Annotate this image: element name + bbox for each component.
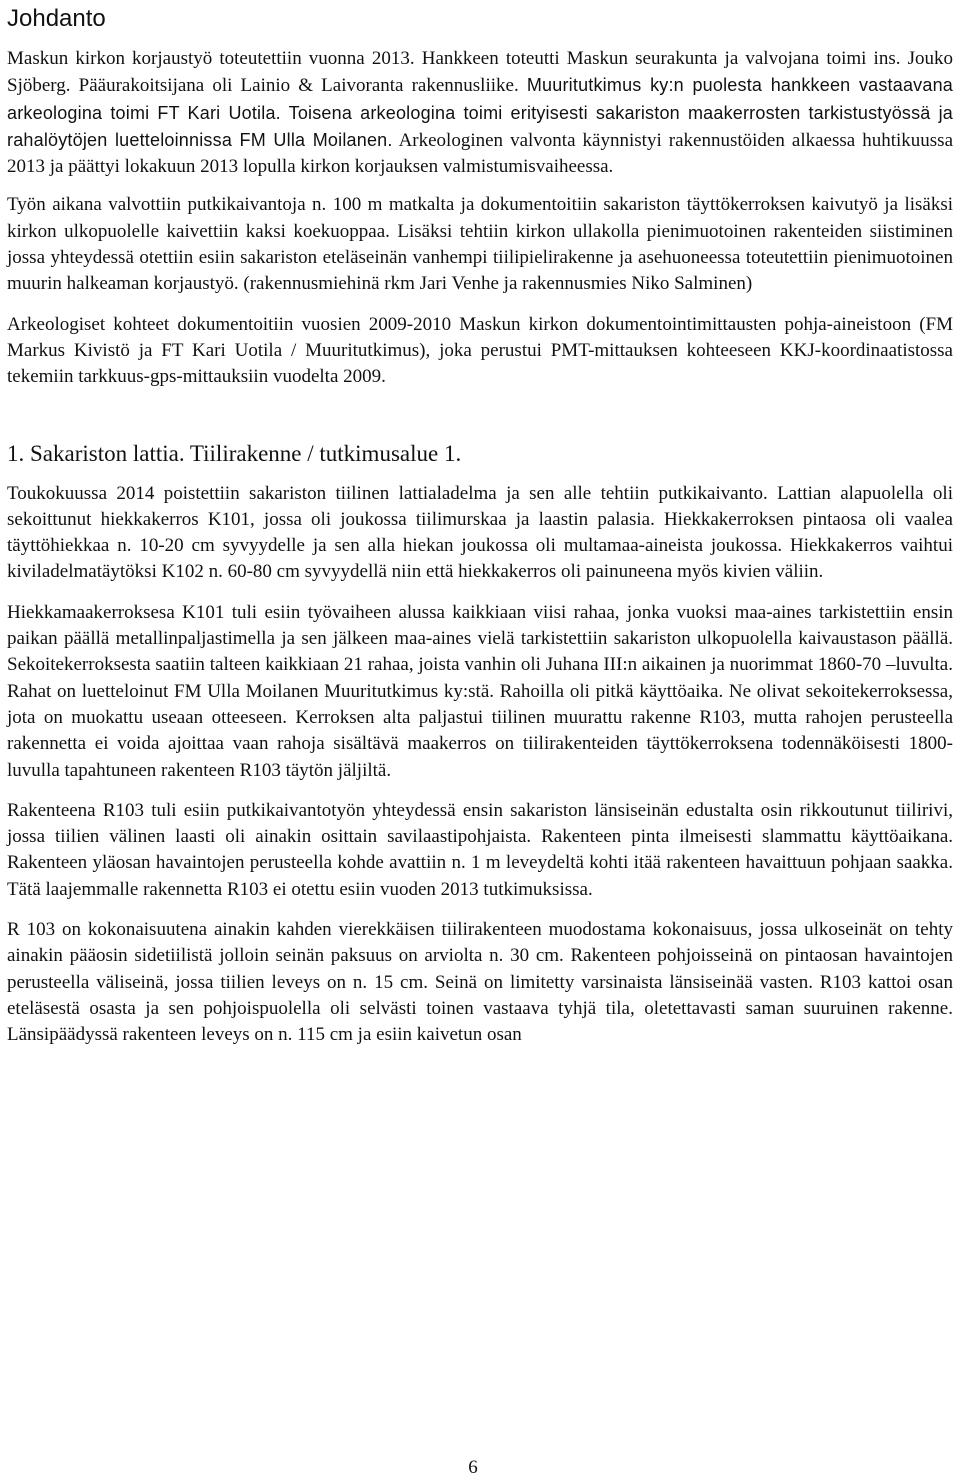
section-paragraph-3: Rakenteena R103 tuli esiin putkikaivantotyön yhteydessä ensin sakariston länsiseinän edustalta osin rikkoutunut tiilirivi, jossa tiilien välinen laasti oli ainakin osittain savilaastipohjaista. Rakenteen pinta ilmeisesti slammattu käyttöaikana. Rakenteen yläosan havaintojen perusteella kohde avattiin n. 1 m leveydeltä kohti itää rakenteen havaittuun pohjaan saakka. Tätä laajemmalle rakennetta R103 ei otettu esiin vuoden 2013 tutkimuksissa.	[7, 799, 953, 900]
intro-text-c: Arkeologinen valvonta käynnistyi rakennustöiden alkaessa huhtikuussa 2013 ja päättyi lokakuun 2013 lopulla kirkon korjauksen valmistumisvaiheessa.	[7, 129, 954, 178]
page-number: 6	[468, 1457, 478, 1478]
section-paragraph-1: Toukokuussa 2014 poistettiin sakariston tiilinen lattialadelma ja sen alle tehtiin putkikaivanto. Lattian alapuolella oli sekoittunut hiekkakerros K101, jossa oli joukossa tiilimurskaa ja laastin palasia. Hiekkakerroksen pintaosa oli vaalea täyttöhiekkaa n. 10-20 cm syvyydelle ja sen alla hiekan joukossa oli multamaa-aineista joukossa. Hiekkakerros vaihtui kiviladelmatäytöksi K102 n. 60-80 cm syvyydellä niin että hiekkakerros oli painuneena myös kivien väliin.	[7, 482, 953, 583]
intro-paragraph-1	[7, 46, 953, 180]
intro-text-a: Maskun kirkon korjaustyö toteutettiin vuonna 2013. Hankkeen toteutti Maskun seurakunta ja valvojana toimi ins. Jouko Sjöberg. Pääurakoitsijana oli Lainio & Laivoranta rakennusliike.	[7, 48, 953, 97]
intro-paragraph-3: Arkeologiset kohteet dokumentoitiin vuosien 2009-2010 Maskun kirkon dokumentointimittausten pohja-aineistoon (FM Markus Kivistö ja FT Kari Uotila / Muuritutkimus), joka perustui PMT-mittauksen kohteeseen KKJ-koordinaatistossa tekemiin tarkkuus-gps-mittauksiin vuodelta 2009.	[7, 313, 953, 388]
section-paragraph-4: R 103 on kokonaisuutena ainakin kahden vierekkäisen tiilirakenteen muodostama kokonaisuus, jossa ulkoseinät on tehty ainakin pääosin sidetiilistä jolloin seinän paksuus on arviolta n. 30 cm. Rakenteen pohjoisseinä on pintaosan havaintojen perusteella väliseinä, jossa tiilien leveys on n. 15 cm. Seinä on limitetty varsinaista länsiseinää vasten. R103 kattoi osan eteläsestä osasta ja sen pohjoispuolella oli selvästi toinen vastaava tyhjä tila, oletettavasti saman suuruinen rakenne. Länsipäädyssä rakenteen leveys on n. 115 cm ja esiin kaivetun osan	[7, 919, 953, 1046]
section-paragraph-2: Hiekkamaakerroksesa K101 tuli esiin työvaiheen alussa kaikkiaan viisi rahaa, jonka vuoksi maa-aines tarkistettiin ensin paikan päällä metallinpaljastimella ja sen jälkeen maa-aines vielä tarkistettiin sakariston ulkopuolella kaivaustason päällä. Sekoitekerroksesta saatiin talteen kaikkiaan 21 rahaa, joista vanhin oli Juhana III:n aikainen ja nuorimmat 1860-70 –luvulta. Rahat on luetteloinut FM Ulla Moilanen Muuritutkimus ky:stä. Rahoilla oli pitkä käyttöaika. Ne olivat sekoitekerroksessa, jota on muokattu useaan otteeseen. Kerroksen alta paljastui tiilinen muurattu rakenne R103, mutta rahojen perusteella rakennetta ei voida ajoittaa vaan rahoja sisältävä maakerros on tiilirakenteiden täyttökerroksena todennäköisesti 1800-luvulla tapahtuneen rakenteen R103 täytön jäljiltä.	[7, 601, 953, 781]
page-heading: Johdanto	[7, 5, 106, 32]
intro-text-b: Muuritutkimus ky:n puolesta hankkeen vastaavana arkeologina toimi FT Kari Uotila. Toisena arkeologina toimi erityisesti sakariston maakerrosten tarkistustyössä ja rahalöytöjen luetteloinnissa FM Ulla Moilanen.	[7, 75, 954, 150]
section-heading: 1. Sakariston lattia. Tiilirakenne / tutkimusalue 1.	[7, 440, 462, 466]
document-page	[7, 0, 953, 1049]
intro-paragraph-2: Työn aikana valvottiin putkikaivantoja n. 100 m matkalta ja dokumentoitiin sakariston täyttökerroksen kaivutyö ja lisäksi kirkon ulkopuolelle kaivettiin kaksi koekuoppaa. Lisäksi tehtiin kirkon ullakolla pienimuotoinen rakenteiden siistiminen jossa yhteydessä otettiin esiin sakariston eteläseinän vanhempi tiilipielirakenne ja asehuoneessa toteutettiin pienimuotoinen muurin halkeaman korjaustyö. (rakennusmiehinä rkm Jari Venhe ja rakennusmies Niko Salminen)	[7, 194, 953, 295]
